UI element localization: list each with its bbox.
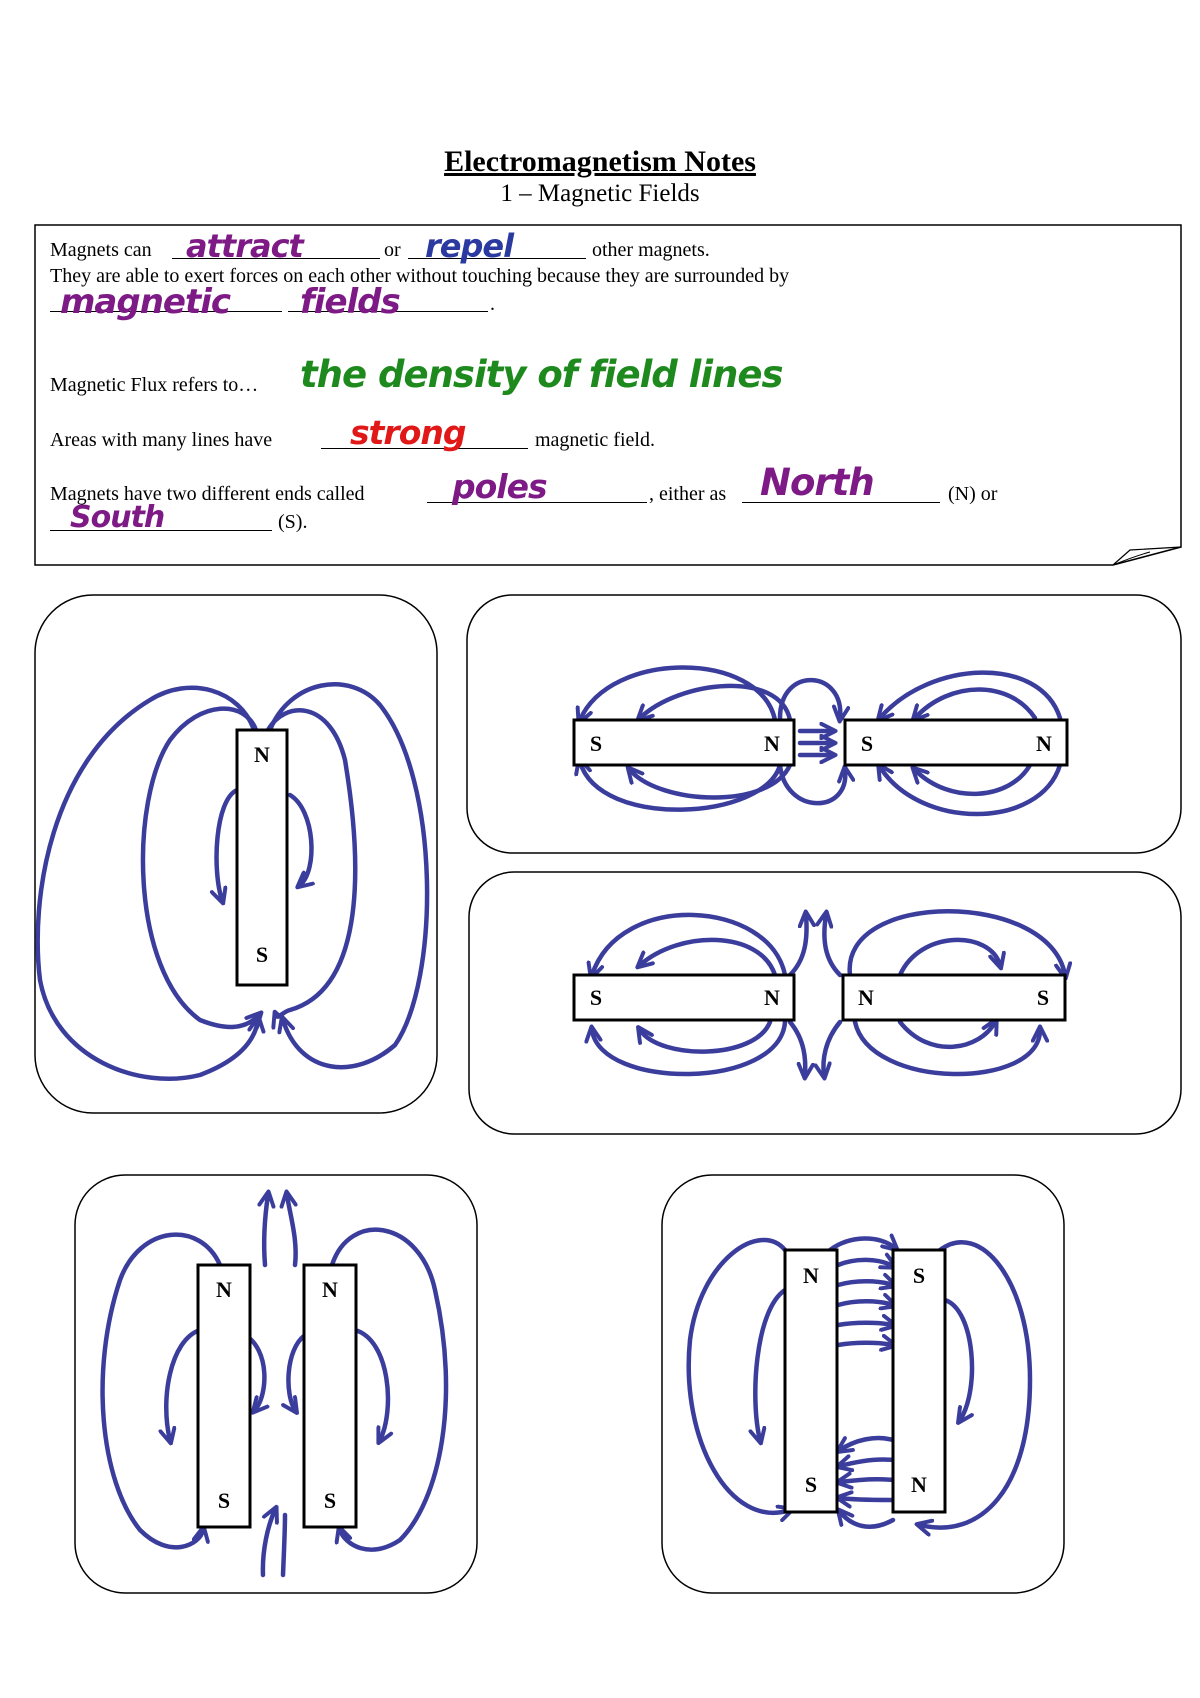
panel-repel-column — [75, 1175, 477, 1593]
pole-label: N — [216, 1277, 232, 1302]
pole-label: S — [589, 985, 603, 1010]
answer-poles: poles — [452, 467, 547, 506]
text-surrounded-by: They are able to exert forces on each other without touching because they are surrounded by — [50, 265, 790, 287]
term-magnetic-flux: Magnetic Flux — [50, 374, 168, 396]
text-n-or: (N) or — [948, 483, 998, 505]
pole-label: S — [1036, 985, 1050, 1010]
answer-fields: fields — [300, 282, 400, 322]
bar-magnet — [843, 975, 1065, 1020]
pole-label: N — [322, 1277, 338, 1302]
text-or: or — [384, 239, 401, 261]
pole-label: N — [764, 731, 780, 756]
text-magnetic-field: magnetic field. — [535, 429, 655, 451]
text-period: . — [490, 293, 495, 315]
text-refers-to: refers to… — [172, 374, 259, 396]
answer-magnetic: magnetic — [60, 282, 231, 322]
text-two-ends: Magnets have two different ends called — [50, 483, 365, 505]
panel-attract-row — [467, 595, 1181, 853]
field-lines — [38, 684, 427, 1078]
answer-flux: the density of field lines — [300, 353, 783, 396]
text-other-magnets: other magnets. — [592, 239, 710, 261]
panel-attract-column — [662, 1175, 1064, 1593]
pole-label: S — [804, 1472, 818, 1497]
pole-label: N — [911, 1472, 927, 1497]
pole-label: S — [323, 1488, 337, 1513]
bar-magnet — [574, 975, 794, 1020]
pole-label: S — [255, 942, 269, 967]
pole-label: N — [1036, 731, 1052, 756]
answer-strong: strong — [350, 413, 466, 452]
field-lines — [689, 1238, 1030, 1527]
pole-label: S — [217, 1488, 231, 1513]
text-areas-many-lines: Areas with many lines have — [50, 429, 273, 451]
pole-label: S — [860, 731, 874, 756]
page-subtitle: 1 – Magnetic Fields — [500, 180, 700, 207]
answer-north: North — [760, 461, 874, 504]
bar-magnet — [845, 720, 1067, 765]
pole-label: S — [589, 731, 603, 756]
panel-frame — [75, 1175, 477, 1593]
page-title: Electromagnetism Notes — [444, 145, 756, 178]
pole-label: S — [912, 1263, 926, 1288]
panel-repel-row — [469, 872, 1181, 1134]
answer-repel: repel — [425, 227, 514, 265]
answer-attract: attract — [186, 227, 303, 265]
pole-label: N — [254, 742, 270, 767]
text-s: (S). — [278, 511, 308, 533]
field-lines — [103, 1195, 446, 1575]
bar-magnet — [574, 720, 794, 765]
answer-south: South — [70, 500, 165, 535]
text-magnets-can: Magnets can — [50, 239, 152, 261]
pole-label: N — [803, 1263, 819, 1288]
panel-single-magnet — [35, 595, 437, 1113]
pole-label: N — [764, 985, 780, 1010]
text-either-as: , either as — [649, 483, 727, 505]
pole-label: N — [858, 985, 874, 1010]
